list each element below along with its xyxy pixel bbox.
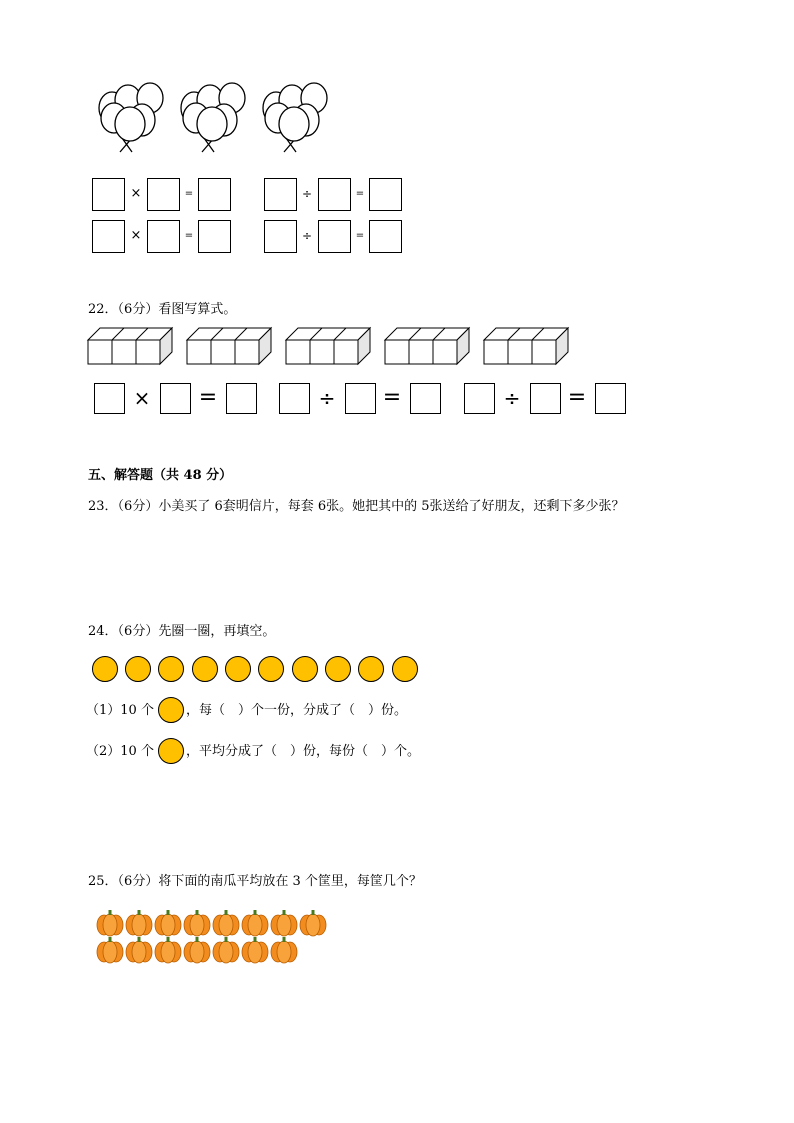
- answer-box[interactable]: [530, 383, 561, 414]
- divide-sign: ÷: [301, 229, 313, 243]
- cube-illustration: [86, 326, 576, 370]
- pumpkin: [300, 910, 326, 936]
- answer-box[interactable]: [198, 220, 231, 253]
- orange-circle: [292, 656, 318, 682]
- answer-box[interactable]: [264, 220, 297, 253]
- answer-box[interactable]: [160, 383, 191, 414]
- orange-circle: [192, 656, 218, 682]
- cube-group: [88, 328, 172, 364]
- orange-circle: [358, 656, 384, 682]
- pumpkin: [242, 910, 268, 936]
- balloon-bunch: [99, 83, 163, 152]
- answer-box[interactable]: [345, 383, 376, 414]
- q22-title: 22．（6分）看图写算式。: [88, 302, 237, 317]
- q24-part2-suffix: ，平均分成了（ ）份，每份（ ）个。: [186, 744, 421, 759]
- pumpkin: [155, 937, 181, 963]
- answer-box[interactable]: [318, 178, 351, 211]
- orange-circle-inline: [158, 738, 184, 764]
- answer-box[interactable]: [369, 178, 402, 211]
- pumpkin: [184, 937, 210, 963]
- pumpkin: [213, 910, 239, 936]
- answer-box[interactable]: [318, 220, 351, 253]
- times-sign: ×: [130, 228, 142, 243]
- answer-box[interactable]: [279, 383, 310, 414]
- balloon-bunch: [263, 83, 327, 152]
- balloon-illustration: [92, 80, 352, 160]
- pumpkin: [155, 910, 181, 936]
- orange-circle: [392, 656, 418, 682]
- pumpkin: [126, 910, 152, 936]
- cube-group: [385, 328, 469, 364]
- answer-box[interactable]: [369, 220, 402, 253]
- orange-circle: [325, 656, 351, 682]
- cube-group: [286, 328, 370, 364]
- times-sign: ×: [133, 386, 151, 410]
- pumpkin: [97, 937, 123, 963]
- answer-box[interactable]: [147, 178, 180, 211]
- answer-box[interactable]: [198, 178, 231, 211]
- answer-box[interactable]: [94, 383, 125, 414]
- equals-sign: =: [198, 385, 218, 410]
- divide-sign: ÷: [503, 386, 521, 410]
- q23-title: 23．（6分）小美买了 6套明信片，每套 6张。她把其中的 5张送给了好朋友，还剩下多少张？: [88, 499, 625, 514]
- answer-box[interactable]: [226, 383, 257, 414]
- pumpkin: [126, 937, 152, 963]
- equals-sign: =: [184, 230, 194, 241]
- q24-part1-prefix: （1）10 个: [86, 703, 154, 718]
- pumpkin: [242, 937, 268, 963]
- cube-group: [484, 328, 568, 364]
- balloon: [279, 107, 309, 141]
- pumpkin: [271, 910, 297, 936]
- q24-part1-suffix: ，每（ ）个一份，分成了（ ）份。: [186, 703, 408, 718]
- orange-circle: [258, 656, 284, 682]
- pumpkin: [213, 937, 239, 963]
- orange-circle: [225, 656, 251, 682]
- pumpkin: [271, 937, 297, 963]
- equals-sign: =: [567, 385, 587, 410]
- section-heading: 五、解答题（共 48 分）: [88, 468, 233, 483]
- answer-box[interactable]: [464, 383, 495, 414]
- balloon-bunch: [181, 83, 245, 152]
- pumpkin: [184, 910, 210, 936]
- balloon: [197, 107, 227, 141]
- cube-group: [187, 328, 271, 364]
- answer-box[interactable]: [410, 383, 441, 414]
- equals-sign: =: [382, 385, 402, 410]
- orange-circle: [92, 656, 118, 682]
- equals-sign: =: [184, 188, 194, 199]
- orange-circle: [125, 656, 151, 682]
- answer-box[interactable]: [595, 383, 626, 414]
- q25-title: 25．（6分）将下面的南瓜平均放在 3 个筐里，每筐几个？: [88, 874, 422, 889]
- answer-box[interactable]: [92, 220, 125, 253]
- orange-circle: [158, 656, 184, 682]
- divide-sign: ÷: [301, 187, 313, 201]
- answer-box[interactable]: [147, 220, 180, 253]
- q24-part2-prefix: （2）10 个: [86, 744, 154, 759]
- equals-sign: =: [355, 230, 365, 241]
- balloon: [115, 107, 145, 141]
- equals-sign: =: [355, 188, 365, 199]
- answer-box[interactable]: [92, 178, 125, 211]
- orange-circle-inline: [158, 697, 184, 723]
- q24-title: 24．（6分）先圈一圈，再填空。: [88, 624, 276, 639]
- answer-box[interactable]: [264, 178, 297, 211]
- pumpkin-illustration: [96, 910, 346, 966]
- divide-sign: ÷: [318, 386, 336, 410]
- pumpkin: [97, 910, 123, 936]
- times-sign: ×: [130, 186, 142, 201]
